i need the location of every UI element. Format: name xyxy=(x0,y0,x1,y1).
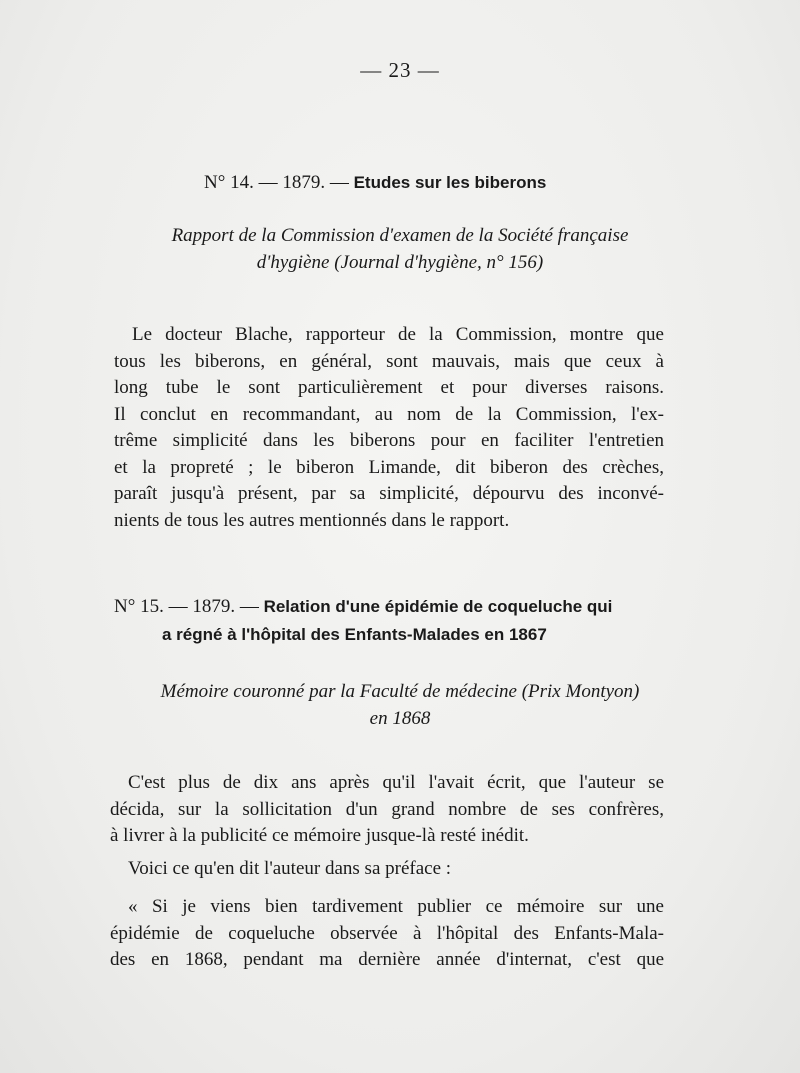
section-14-title: Etudes sur les biberons xyxy=(353,173,547,192)
section-14-subtitle-line-1: Rapport de la Commission d'examen de la Société française xyxy=(171,225,629,246)
section-15-year: 1879. xyxy=(192,596,236,617)
section-14-number: N° 14. xyxy=(204,172,254,193)
section-15-heading-line-2 xyxy=(162,624,547,646)
section-15-subtitle xyxy=(100,678,700,732)
section-14-sep: — xyxy=(258,172,278,193)
page-number: — 23 — xyxy=(360,58,440,82)
body-line: nients de tous les autres mentionnés dans le rapport. xyxy=(114,509,510,531)
section-14-dash: — xyxy=(329,172,349,193)
section-14-heading xyxy=(204,172,546,194)
body-line: Il conclut en recommandant, au nom de la Commission, l'ex- xyxy=(114,403,664,425)
body-line: épidémie de coqueluche observée à l'hôpital des Enfants-Mala- xyxy=(110,922,664,944)
body-line: « Si je viens bien tardivement publier ce mémoire sur une xyxy=(128,896,664,917)
section-15-paragraph-3 xyxy=(110,894,664,974)
section-15-title-line-2: a régné à l'hôpital des Enfants-Malades en 1867 xyxy=(162,625,547,644)
section-15-heading-line-1 xyxy=(114,596,612,618)
body-line: Le docteur Blache, rapporteur de la Commission, montre que xyxy=(132,324,664,345)
body-line: et la propreté ; le biberon Limande, dit biberon des crèches, xyxy=(114,456,664,478)
body-line: décida, sur la sollicitation d'un grand nombre de ses confrères, xyxy=(110,798,664,820)
section-14-subtitle-line-2: d'hygiène (Journal d'hygiène, n° 156) xyxy=(256,252,544,273)
body-line: paraît jusqu'à présent, par sa simplicité, dépourvu des inconvé- xyxy=(114,483,664,504)
section-14-year: 1879. xyxy=(282,172,326,193)
section-15-title-line-1: Relation d'une épidémie de coqueluche qui xyxy=(263,597,613,616)
section-15-subtitle-line-2: en 1868 xyxy=(369,708,431,729)
section-15-paragraph-1 xyxy=(110,770,664,850)
body-line: trême simplicité dans les biberons pour en faciliter l'entretien xyxy=(114,430,664,451)
section-15-paragraph-2 xyxy=(110,856,664,883)
section-14-body xyxy=(114,322,664,534)
body-line: Voici ce qu'en dit l'auteur dans sa préface : xyxy=(128,858,452,879)
section-15-dash: — xyxy=(239,596,259,617)
section-15-sep: — xyxy=(168,596,188,617)
section-14-subtitle xyxy=(100,222,700,276)
body-line: à livrer à la publicité ce mémoire jusque-là resté inédit. xyxy=(110,825,529,846)
body-line: C'est plus de dix ans après qu'il l'avait écrit, que l'auteur se xyxy=(128,772,664,793)
body-line: long tube le sont particulièrement et pour diverses raisons. xyxy=(114,377,664,398)
section-15-number: N° 15. xyxy=(114,596,164,617)
body-line: des en 1868, pendant ma dernière année d'internat, c'est que xyxy=(110,949,664,970)
body-line: tous les biberons, en général, sont mauvais, mais que ceux à xyxy=(114,350,664,372)
section-15-subtitle-line-1: Mémoire couronné par la Faculté de médecine (Prix Montyon) xyxy=(160,681,640,702)
